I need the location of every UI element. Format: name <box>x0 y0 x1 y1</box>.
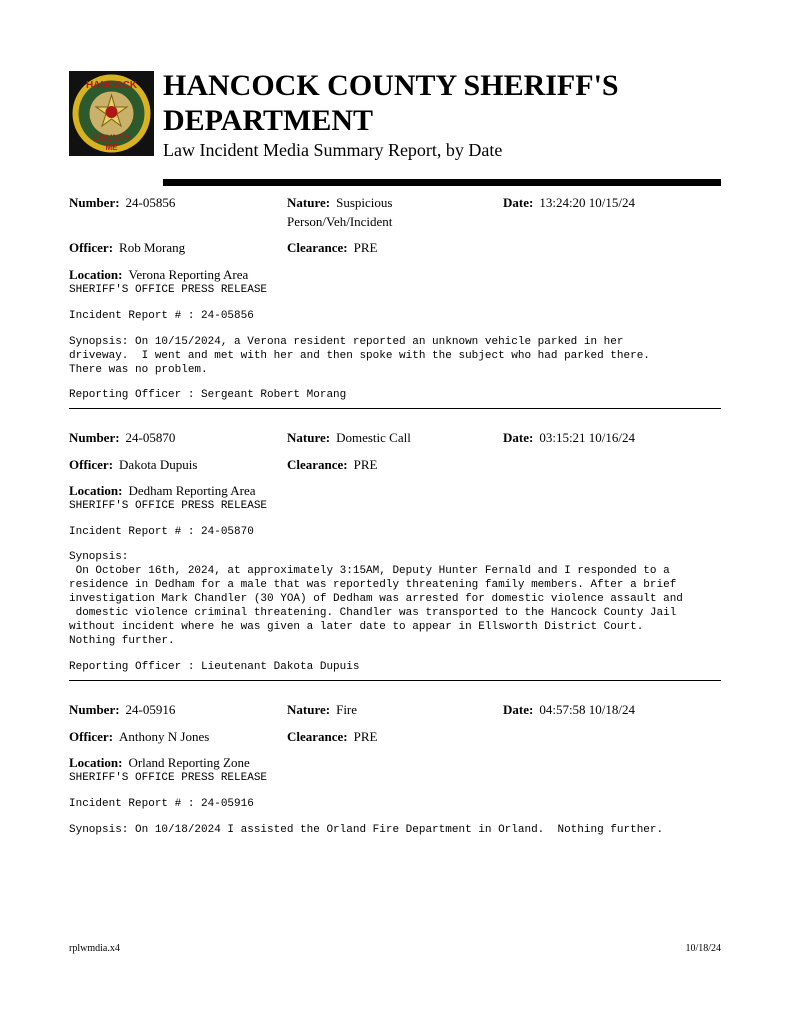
sheriff-badge-logo <box>69 71 154 156</box>
press-release-line: SHERIFF'S OFFICE PRESS RELEASE <box>69 500 268 512</box>
incident-report-line: Incident Report # : 24-05916 <box>69 798 254 810</box>
incident-date: Date: 04:57:58 10/18/24 <box>503 702 636 717</box>
incident-officer: Officer: Anthony N Jones <box>69 729 210 744</box>
synopsis-line: driveway. I went and met with her and then spoke with the subject who had parked there. <box>69 350 650 362</box>
press-release-line: SHERIFF'S OFFICE PRESS RELEASE <box>69 772 268 784</box>
incident-number: Number: 24-05870 <box>69 430 176 445</box>
record-divider <box>69 408 721 409</box>
incident-report-line: Incident Report # : 24-05856 <box>69 310 254 322</box>
incident-nature: Nature: Domestic Call <box>287 430 411 445</box>
logo-text-top: HANCOCK <box>85 80 138 91</box>
synopsis-line: without incident where he was given a later date to appear in Ellsworth District Court. <box>69 621 644 633</box>
record-divider <box>69 680 721 681</box>
incident-clearance: Clearance: PRE <box>287 457 378 472</box>
incident-officer: Officer: Dakota Dupuis <box>69 457 198 472</box>
synopsis-line: Synopsis: <box>69 551 129 563</box>
logo-text-state: ME <box>105 143 118 152</box>
incident-clearance: Clearance: PRE <box>287 240 378 255</box>
incident-location: Location: Orland Reporting Zone <box>69 755 250 770</box>
synopsis-line: domestic violence criminal threatening. Chandler was transported to the Hancock County Jail <box>69 607 677 619</box>
synopsis-line: On October 16th, 2024, at approximately 3:15AM, Deputy Hunter Fernald and I responded to a <box>69 565 670 577</box>
footer-date: 10/18/24 <box>685 943 721 954</box>
page-title <box>163 68 619 138</box>
synopsis-line: Synopsis: On 10/18/2024 I assisted the Orland Fire Department in Orland. Nothing further. <box>69 824 664 836</box>
incident-nature: Nature: Fire <box>287 702 358 717</box>
synopsis-line: investigation Mark Chandler (30 YOA) of Dedham was arrested for domestic violence assault and <box>69 593 683 605</box>
synopsis-line: There was no problem. <box>69 364 208 376</box>
incident-officer: Officer: Rob Morang <box>69 240 186 255</box>
incident-location: Location: Dedham Reporting Area <box>69 483 256 498</box>
title-line-1: HANCOCK COUNTY SHERIFF'S <box>163 69 619 102</box>
title-line-2: DEPARTMENT <box>163 104 374 137</box>
report-subtitle: Law Incident Media Summary Report, by Date <box>163 140 503 160</box>
incident-date: Date: 03:15:21 10/16/24 <box>503 430 636 445</box>
incident-location: Location: Verona Reporting Area <box>69 267 249 282</box>
incident-report-line: Incident Report # : 24-05870 <box>69 526 254 538</box>
press-release-line: SHERIFF'S OFFICE PRESS RELEASE <box>69 284 268 296</box>
incident-clearance: Clearance: PRE <box>287 729 378 744</box>
incident-number: Number: 24-05916 <box>69 702 176 717</box>
reporting-officer-line: Reporting Officer : Sergeant Robert Morang <box>69 389 347 401</box>
footer-report-id: rplwmdia.x4 <box>69 943 120 954</box>
reporting-officer-line: Reporting Officer : Lieutenant Dakota Dupuis <box>69 661 360 673</box>
incident-number: Number: 24-05856 <box>69 195 176 210</box>
incident-nature: Nature: Suspicious Person/Veh/Incident <box>287 195 393 229</box>
synopsis-line: Nothing further. <box>69 635 175 647</box>
synopsis-line: residence in Dedham for a male that was reportedly threatening family members. After a brief <box>69 579 677 591</box>
logo-text-county: COUNTY <box>92 133 131 143</box>
header-divider <box>163 179 721 186</box>
synopsis-line: Synopsis: On 10/15/2024, a Verona resident reported an unknown vehicle parked in her <box>69 336 624 348</box>
incident-date: Date: 13:24:20 10/15/24 <box>503 195 636 210</box>
